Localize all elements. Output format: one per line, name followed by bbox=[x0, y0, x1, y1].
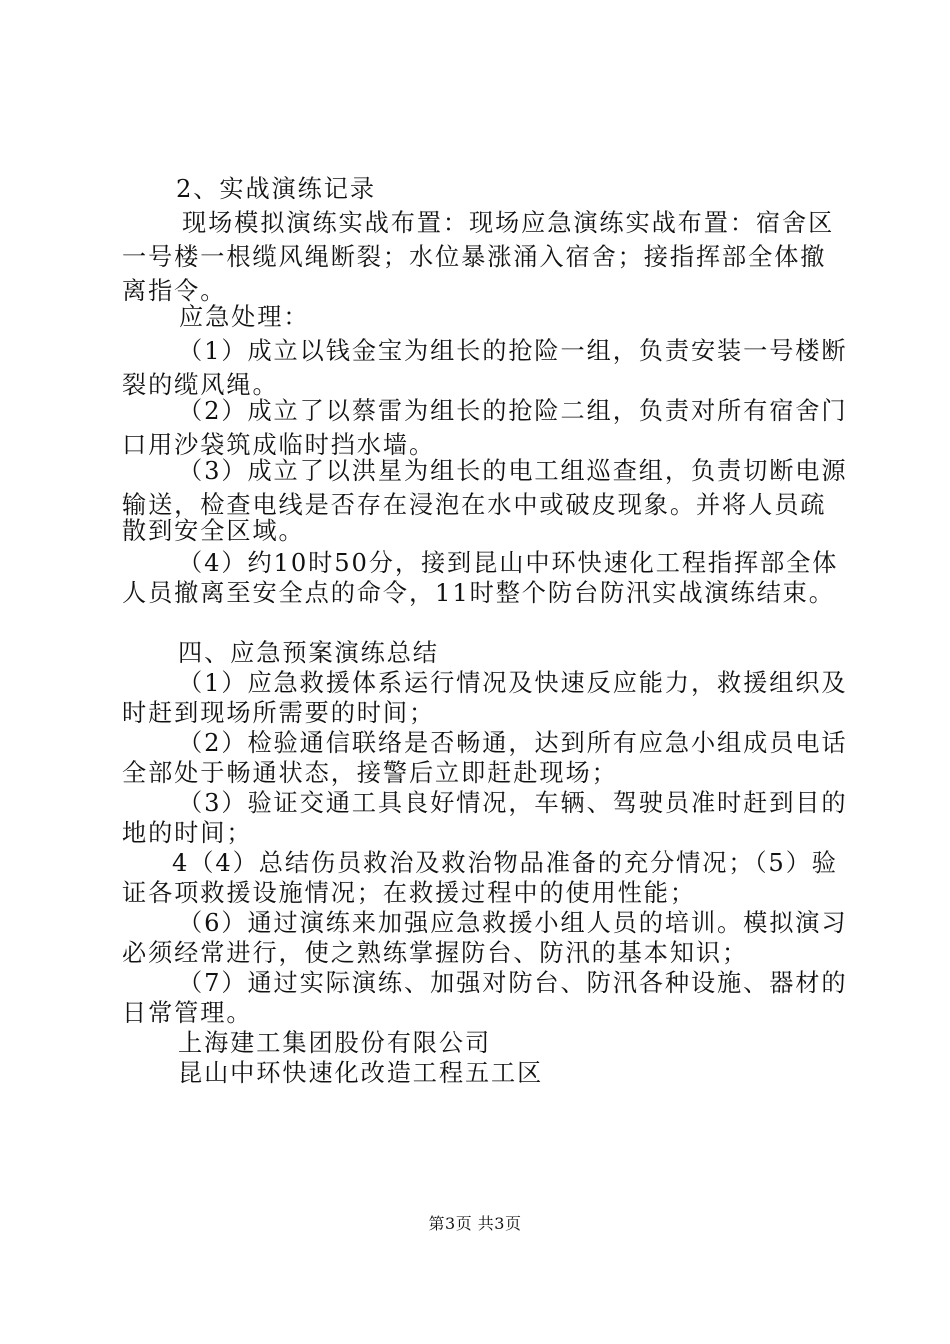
paragraph-line: （3）成立了以洪星为组长的电工组巡查组，负责切断电源 bbox=[178, 457, 848, 485]
paragraph-line: 口用沙袋筑成临时挡水墙。 bbox=[122, 431, 436, 459]
paragraph-line: （6）通过演练来加强应急救援小组人员的培训。模拟演习 bbox=[178, 909, 848, 937]
paragraph-line: 散到安全区域。 bbox=[122, 517, 305, 545]
paragraph-heading: 应急处理： bbox=[179, 303, 310, 331]
paragraph-line: （1）应急救援体系运行情况及快速反应能力，救援组织及 bbox=[178, 669, 848, 697]
section-heading-summary: 四、应急预案演练总结 bbox=[178, 639, 439, 667]
paragraph-line: 全部处于畅通状态，接警后立即赶赴现场； bbox=[122, 759, 618, 787]
paragraph-line: 地的时间； bbox=[122, 819, 253, 847]
paragraph-line: （3）验证交通工具良好情况，车辆、驾驶员准时赶到目的 bbox=[178, 789, 848, 817]
paragraph-line: 时赶到现场所需要的时间； bbox=[122, 699, 436, 727]
paragraph-line: （1）成立以钱金宝为组长的抢险一组，负责安装一号楼断 bbox=[178, 337, 848, 365]
paragraph-line: 证各项救援设施情况；在救援过程中的使用性能； bbox=[122, 879, 696, 907]
project-section-name: 昆山中环快速化改造工程五工区 bbox=[178, 1059, 544, 1087]
paragraph-line: （4）约10时50分，接到昆山中环快速化工程指挥部全体 bbox=[178, 549, 839, 577]
paragraph-line: 现场模拟演练实战布置：现场应急演练实战布置：宿舍区 bbox=[182, 209, 835, 237]
company-name: 上海建工集团股份有限公司 bbox=[178, 1029, 492, 1057]
paragraph-line: 一号楼一根缆风绳断裂；水位暴涨涌入宿舍；接指挥部全体撤 bbox=[122, 243, 827, 271]
paragraph-line: （2）成立了以蔡雷为组长的抢险二组，负责对所有宿舍门 bbox=[178, 397, 848, 425]
paragraph-line: 离指令。 bbox=[122, 277, 227, 305]
paragraph-line: 日常管理。 bbox=[122, 999, 253, 1027]
paragraph-line: （7）通过实际演练、加强对防台、防汛各种设施、器材的 bbox=[178, 969, 848, 997]
paragraph-line: 裂的缆风绳。 bbox=[122, 371, 279, 399]
paragraph-line: 输送，检查电线是否存在浸泡在水中或破皮现象。并将人员疏 bbox=[122, 491, 827, 519]
section-heading-drill-record: 2、实战演练记录 bbox=[176, 175, 376, 203]
paragraph-line: 4（4）总结伤员救治及救治物品准备的充分情况；（5）验 bbox=[172, 849, 838, 877]
paragraph-line: 必须经常进行，使之熟练掌握防台、防汛的基本知识； bbox=[122, 939, 749, 967]
paragraph-line: （2）检验通信联络是否畅通，达到所有应急小组成员电话 bbox=[178, 729, 848, 757]
paragraph-line: 人员撤离至安全点的命令，11时整个防台防汛实战演练结束。 bbox=[122, 579, 835, 607]
page-number-footer: 第3页 共3页 bbox=[428, 1214, 522, 1233]
